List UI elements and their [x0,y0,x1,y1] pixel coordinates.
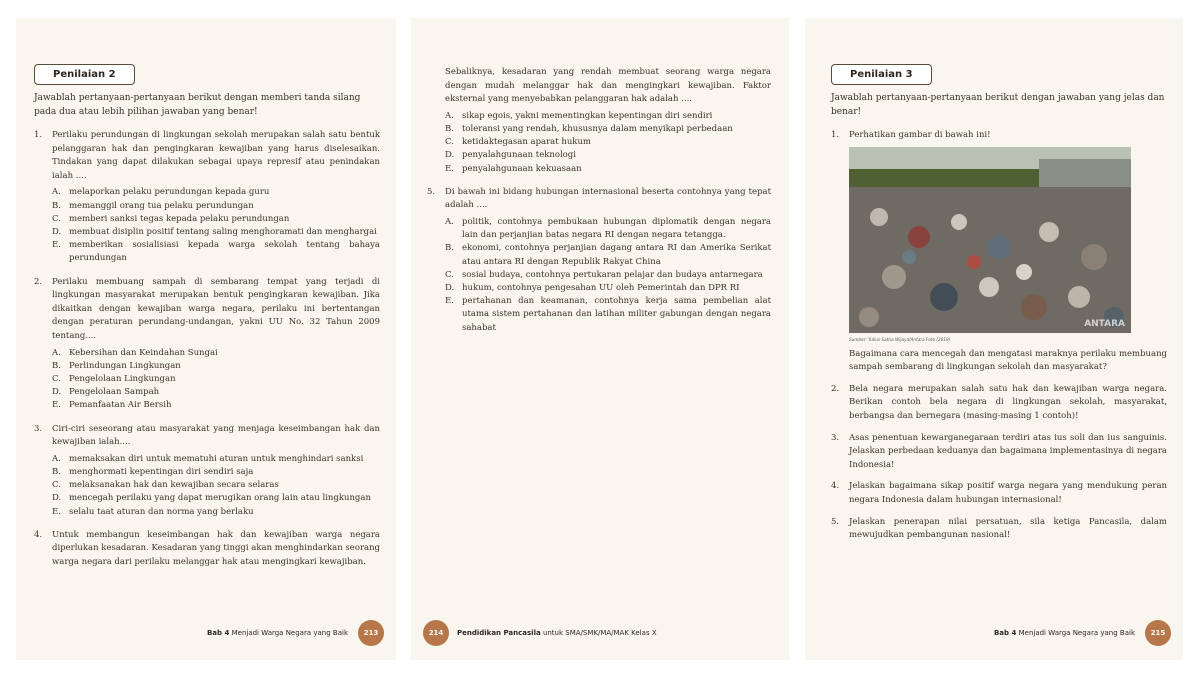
option-letter: A. [52,347,61,358]
option-letter: B. [52,200,61,211]
option-text: memanggil orang tua pelaku perundungan [69,200,254,211]
option-letter: C. [52,373,61,384]
section-title: Penilaian 3 [831,64,932,85]
question [34,529,380,570]
answer-option [52,466,380,479]
option-text: melaksanakan hak dan kewajiban secara selaras [69,480,279,491]
photo-watermark: ANTARA [1084,318,1125,329]
answer-option [445,216,771,242]
option-letter: E. [52,240,61,251]
answer-option [52,186,380,199]
answer-option [445,269,771,282]
question-5-options [445,216,771,335]
answer-option [52,386,380,399]
option-text: melaporkan pelaku perundungan kepada guru [69,187,270,198]
question [831,432,1167,473]
question-text: Jelaskan bagaimana sikap positif warga negara yang mendukung peran negara Indonesia dalam hubungan internasional! [849,481,1167,505]
option-text: ketidaktegasan aparat hukum [462,137,591,148]
option-letter: E. [445,296,454,307]
question-4-options [445,110,771,176]
option-text: Pengelolaan Sampah [69,387,160,398]
answer-option [52,506,380,519]
question-text: Perilaku membuang sampah di sembarang tempat yang terjadi di lingkungan masyarakat merupakan bentuk pengingkaran kewajiban. Jika dikaitkan dengan kewajiban warga negara, perilaku ini bertentangan dengan peraturan perundang-undangan, yakni UU No. 32 Tahun 2009 tentang.... [52,276,380,341]
answer-option [52,479,380,492]
option-letter: E. [445,163,454,174]
garbage-river-photo [849,147,1131,333]
option-text: sikap egois, yakni mementingkan kepentingan diri sendiri [462,110,713,121]
question-number: 3. [831,432,840,443]
option-text: politik, contohnya pembukaan hubungan diplomatik dengan negara lain dan perjanjian batas negara RI dengan negara tetangga. [462,216,771,241]
option-letter: D. [52,226,62,237]
option-letter: B. [445,243,454,254]
answer-option [445,163,771,176]
option-letter: C. [445,137,454,148]
option-text: sosial budaya, contohnya pertukaran pelajar dan budaya antarnegara [462,269,763,280]
answer-option [445,242,771,268]
footer-title: Menjadi Warga Negara yang Baik [231,629,348,637]
option-text: penyalahgunaan kekuasaan [462,163,582,174]
option-text: selalu taat aturan dan norma yang berlaku [69,506,254,517]
option-text: toleransi yang rendah, khususnya dalam menyikapi perbedaan [462,123,733,134]
answer-option [52,399,380,412]
option-text: memaksakan diri untuk mematuhi aturan untuk menghindari sanksi [69,453,364,464]
page-footer [423,620,657,646]
answer-option [445,123,771,136]
option-list [52,453,380,519]
option-letter: A. [445,216,454,227]
answer-option [52,360,380,373]
option-letter: C. [445,269,454,280]
instruction: Jawablah pertanyaan-pertanyaan berikut dengan memberi tanda silang pada dua atau lebih pilihan jawaban yang benar! [34,93,361,117]
photo-caption: Sumber: Yulius Satria Wijaya/Antara Foto (2019) [849,336,951,342]
footer-book-title: Pendidikan Pancasila [457,629,541,637]
photo-illustration [849,147,1131,333]
answer-option [52,226,380,239]
answer-option [445,136,771,149]
question [831,480,1167,507]
option-text: pertahanan dan keamanan, contohnya kerja sama pembelian alat utama sistem pertahanan dan latihan militer gabungan dengan negara sahabat [462,296,771,333]
question-text: Perhatikan gambar di bawah ini! [849,130,991,140]
option-text: mencegah perilaku yang dapat merugikan orang lain atau lingkungan [69,493,371,504]
answer-option [445,110,771,123]
question-number: 5. [831,516,840,527]
page-215 [805,18,1183,660]
option-letter: B. [52,466,61,477]
question-list [831,383,1167,543]
page-number-badge: 215 [1145,620,1171,646]
question [831,129,1167,143]
answer-option [445,295,771,335]
question-4-continued: Sebaliknya, kesadaran yang rendah membuat seorang warga negara dengan mudah melanggar hak dan mengingkari kewajiban. Faktor eksternal yang menyebabkan pelanggaran hak adalah .... [445,67,771,105]
answer-option [52,347,380,360]
question [34,276,380,344]
option-letter: C. [52,213,61,224]
question-number: 4. [34,529,43,540]
section-title: Penilaian 2 [34,64,135,85]
option-text: menghormati kepentingan diri sendiri saja [69,466,254,477]
question-number: 3. [34,423,43,434]
question-text: Perilaku perundungan di lingkungan sekolah merupakan salah satu bentuk pelanggaran hak dan pengingkaran kewajiban yang harus diselesaikan. Tindakan yang dapat dilakukan sebagai upaya represif atau penindakan ialah .... [52,130,380,181]
option-letter: A. [445,110,454,121]
question-text: Asas penentuan kewarganegaraan terdiri atas ius soli dan ius sanguinis. Jelaskan perbedaan keduanya dan bagaimana implementasinya di negara Indonesia! [849,432,1167,470]
question-text: Untuk membangun keseimbangan hak dan kewajiban warga negara diperlukan kesadaran. Kesadaran yang tinggi akan menghindarkan seorang warga negara dari perilaku melanggar hak atau mengingkari kewajiban. [52,529,380,567]
page-footer [207,620,384,646]
answer-option [52,453,380,466]
question [831,383,1167,424]
option-text: Perlindungan Lingkungan [69,360,181,371]
option-letter: B. [445,123,454,134]
option-text: Pengelolaan Lingkungan [69,373,176,384]
option-text: membuat disiplin positif tentang saling menghoramati dan menghargai [69,226,377,237]
option-text: penyalahgunaan teknologi [462,150,576,161]
question-number: 5. [427,186,436,197]
answer-option [52,200,380,213]
question [427,186,771,213]
page-number-badge: 214 [423,620,449,646]
option-letter: A. [52,187,61,198]
option-letter: E. [52,400,61,411]
page-214 [411,18,789,660]
option-letter: D. [52,493,62,504]
option-list [52,186,380,265]
option-letter: E. [52,506,61,517]
answer-option [52,239,380,265]
option-letter: D. [445,150,455,161]
option-letter: B. [52,360,61,371]
question-text: Jelaskan penerapan nilai persatuan, sila ketiga Pancasila, dalam mewujudkan pembangunan nasional! [849,516,1167,541]
option-text: Pemanfaatan Air Bersih [69,400,172,411]
page-213 [16,18,396,660]
option-letter: C. [52,480,61,491]
footer-subtitle: untuk SMA/SMK/MA/MAK Kelas X [542,629,657,637]
option-letter: A. [52,453,61,464]
option-text: Kebersihan dan Keindahan Sungai [69,347,218,358]
answer-option [52,492,380,505]
option-list [52,347,380,413]
answer-option [445,282,771,295]
footer-chapter: Bab 4 [206,629,230,637]
question-number: 1. [34,130,43,140]
question-number: 2. [831,383,840,394]
question-1-followup: Bagaimana cara mencegah dan mengatasi maraknya perilaku membuang sampah sembarang di lingkungan sekolah dan masyarakat? [849,348,1167,373]
question [831,516,1167,543]
option-text: memberi sanksi tegas kepada pelaku perundungan [69,213,290,224]
question-number: 1. [831,130,840,140]
answer-option [52,213,380,226]
option-text: ekonomi, contohnya perjanjian dagang antara RI dan Amerika Serikat atau antara RI dengan Republik Rakyat China [462,243,771,267]
question-number: 4. [831,481,840,492]
answer-option [445,149,771,162]
question [34,129,380,183]
instruction: Jawablah pertanyaan-pertanyaan berikut dengan jawaban yang jelas dan benar! [831,93,1165,117]
page-number-badge: 213 [358,620,384,646]
question-number: 2. [34,276,43,287]
question [34,423,380,450]
option-text: hukum, contohnya pengesahan UU oleh Pemerintah dan DPR RI [462,283,740,293]
page-footer [994,620,1171,646]
question-text: Di bawah ini bidang hubungan internasional beserta contohnya yang tepat adalah .... [445,186,771,211]
footer-title: Menjadi Warga Negara yang Baik [1018,629,1135,637]
question-text: Ciri-ciri seseorang atau masyarakat yang menjaga keseimbangan hak dan kewajiban ialah.... [52,423,380,448]
option-letter: D. [52,387,62,398]
option-letter: D. [445,283,455,293]
question-list [34,129,380,570]
option-text: memberikan sosialisiasi kepada warga sekolah tentang bahaya perundungan [69,240,380,264]
answer-option [52,373,380,386]
question-text: Bela negara merupakan salah satu hak dan kewajiban warga negara. Berikan contoh bela negara di lingkungan sekolah, masyarakat, berbangsa dan bernegara (masing-masing 1 contoh)! [849,383,1167,421]
footer-chapter: Bab 4 [993,629,1017,637]
